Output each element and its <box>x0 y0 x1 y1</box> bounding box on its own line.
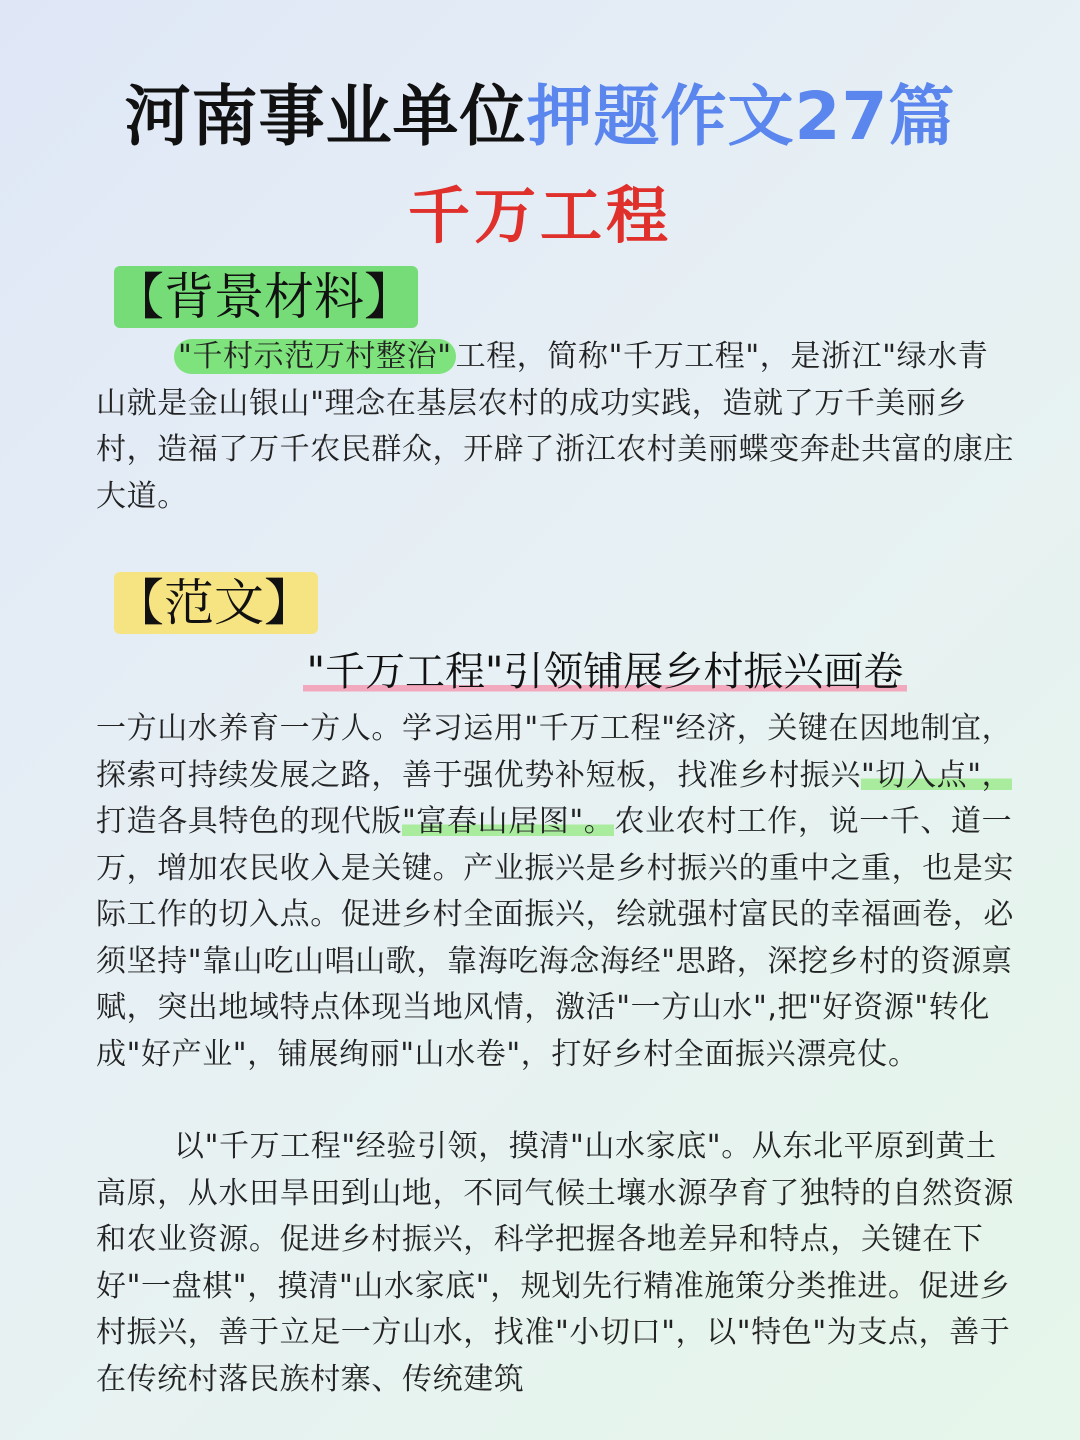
essay-p1-highlight-1: "切入点"， <box>861 757 1013 793</box>
page-title-part1: 河南事业单位 <box>124 78 527 155</box>
page-title <box>0 78 1080 156</box>
essay-p1-b: 打造各具特色的现代版 <box>96 804 402 839</box>
essay-paragraph-2 <box>96 1124 1016 1403</box>
background-heading: 【背景材料】 <box>114 266 418 328</box>
essay-p2-text: 以"千万工程"经验引领，摸清"山水家底"。从东北平原到黄土高原，从水田旱田到山地，不同气候土壤水源孕育了独特的自然资源和农业资源。促进乡村振兴，科学把握各地差异和特点，关键在下好"一盘棋"，摸清"山水家底"，规划先行精准施策分类推进。促进乡村振兴，善于立足一方山水，找准"小切口"，以"特色"为支点，善于在传统村落民族村寨、传统建筑 <box>96 1129 1014 1397</box>
background-text: 工程，简称"千万工程"，是浙江"绿水青山就是金山银山"理念在基层农村的成功实践，造就了万千美丽乡村，造福了万千农民群众，开辟了浙江农村美丽蝶变奔赴共富的康庄大道。 <box>96 339 1014 514</box>
essay-p1-a: 一方山水养育一方人。学习运用"千万工程"经济，关键在因地制宜，探索可持续发展之路，善于强优势补短板，找准乡村振兴 <box>96 711 1013 793</box>
page-title-part2: 押题作文27篇 <box>526 78 956 155</box>
page-subtitle: 千万工程 <box>407 179 672 252</box>
essay-p1-c: 农业农村工作，说一千、道一万，增加农民收入是关键。产业振兴是乡村振兴的重中之重，也是实际工作的切入点。促进乡村全面振兴，绘就强村富民的幸福画卷，必须坚持"靠山吃山唱山歌，靠海吃海念海经"思路，深挖乡村的资源禀赋，突出地域特点体现当地风情，激活"一方山水",把"好资源"转化成"好产业"，铺展绚丽"山水卷"，打好乡村全面振兴漂亮仗。 <box>96 804 1014 1072</box>
essay-heading: 【范文】 <box>114 572 318 634</box>
background-paragraph <box>96 334 1016 520</box>
essay-title <box>0 644 1080 700</box>
essay-title-text: "千万工程"引领铺展乡村振兴画卷 <box>303 649 908 695</box>
essay-p1-highlight-2: "富春山居图"。 <box>402 804 615 839</box>
essay-paragraph-1 <box>96 706 1016 1078</box>
background-highlight: "千村示范万村整治" <box>174 339 456 374</box>
